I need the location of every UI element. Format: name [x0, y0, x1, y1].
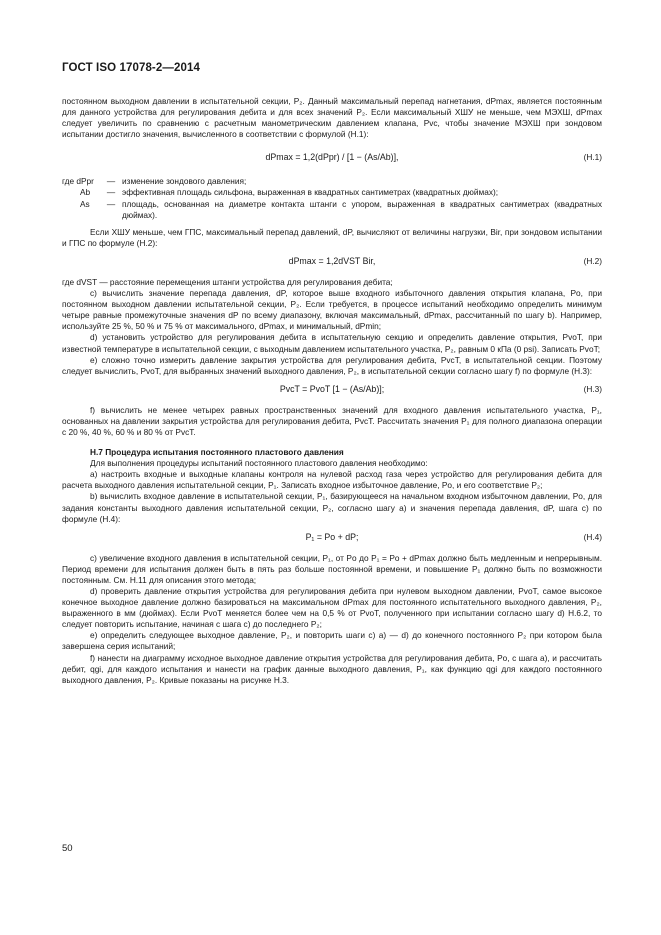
formula-h2: [62, 253, 602, 271]
where-description: эффективная площадь сильфона, выраженная в квадратных сантиметрах (квадратных дюймах);: [122, 187, 499, 198]
paragraph: b) вычислить входное давление в испытательной секции, P₁, базирующееся на начальном входном избыточном давлении, Po, для задания константы выходного давления испытательной секции, P₂, согласно шагу a) и значения перепада давления, dP, шага c) по формуле (Н.4):: [62, 491, 602, 524]
formula-number: (Н.4): [583, 531, 602, 542]
paragraph: a) настроить входные и выходные клапаны контроля на нулевой расход газа через устройство для регулирования дебита для расчета выходного давления испытательной секции, P₁. Записать входное избыточное давление, Po, и его соответствие P₂;: [62, 469, 602, 491]
document-header: ГОСТ ISO 17078-2—2014: [62, 62, 200, 74]
where-item: Ab — эффективная площадь сильфона, выраженная в квадратных сантиметрах (квадратных дюймах);: [62, 187, 602, 198]
page-body: [62, 96, 602, 686]
formula-number: (Н.2): [583, 255, 602, 266]
formula-number: (Н.3): [583, 383, 602, 394]
paragraph: Если ХШУ меньше, чем ГПС, максимальный перепад давлений, dP, вычисляют от величины нагрузки, Bir, при зондовом испытании и ГПС по формуле (Н.2):: [62, 226, 602, 248]
where-description: изменение зондового давления;: [122, 176, 247, 187]
paragraph: e) сложно точно измерить давление закрытия устройства для регулирования дебита, PvcT, в испытательной секции. Поэтому следует вычислить, PvoT, для выбранных значений выходного давления, P₂, в испытательной секции согласно шагу f) по формуле (Н.3):: [62, 354, 602, 376]
paragraph: f) нанести на диаграмму исходное выходное давление открытия устройства для регулирования дебита, Po, с шага a), и рассчитать дебит, qgi, для каждого испытания и нанести на график данные выходного давления, P₁, как функцию qgi для каждого постоянного выходного давления, P₂. Кривые показаны на рисунке Н.3.: [62, 652, 602, 685]
paragraph: где dVST — расстояние перемещения штанги устройства для регулирования дебита;: [62, 276, 393, 287]
paragraph: постоянном выходном давлении в испытательной секции, P₂. Данный максимальный перепад нагнетания, dPmax, является постоянным для данного устройства для регулирования дебита и для всех значений P₂. Если максимальный ХШУ не меньше, чем МЭХШ, dPmax следует увеличить по сравнению с расчетным манометрическим давлением клапана, Pvc, чтобы значение МЭХШ при зондовом испытании достигло значения, вычисленного в соответствии с формулой (Н.1):: [62, 96, 602, 140]
page-number: 50: [62, 843, 73, 854]
formula-expression: PvcT = PvoT [1 − (As/Ab)];: [279, 383, 385, 394]
paragraph: Для выполнения процедуры испытаний постоянного пластового давления необходимо:: [90, 458, 428, 469]
paragraph: f) вычислить не менее четырех равных пространственных значений для входного давления испытательного участка, P₁, основанных на давлении закрытия устройства для регулирования дебита, PvcT. Рассчитать значения P₁ для полного диапазона операции с 20 %, 40 %, 60 % и 80 % от PvcT.: [62, 404, 602, 437]
formula-expression: P₁ = Po + dP;: [305, 531, 359, 542]
where-symbol: As: [80, 198, 90, 209]
formula-h4: [62, 529, 602, 547]
paragraph: c) вычислить значение перепада давления, dP, которое выше входного избыточного давления открытия клапана, Po, при постоянном выходном давлении испытательной секции, P₂. Если требуется, в процессе испытаний необходимо определить минимум четыре равные промежуточные значения dP по всему диапазону, включая максимальный, dPmax, рассчитанный по шагу b). Например, используйте 25 %, 50 % и 75 % от максимального, dPmax, и минимальный, dPmin;: [62, 288, 602, 332]
where-item: где dPpr — изменение зондового давления;: [62, 176, 602, 187]
formula-number: (Н.1): [583, 152, 602, 163]
where-symbol: Ab: [80, 187, 91, 198]
where-item: As — площадь, основанная на диаметре контакта штанги с упором, выраженная в квадратных сантиметрах (квадратных дюймах).: [62, 199, 602, 221]
paragraph: d) установить устройство для регулирования дебита в испытательную секцию и определить давление открытия, PvoT, при известной температуре в испытательной секции, с выходным давлением испытательного участка, P₂, равным 0 кПа (0 psi). Записать PvoT;: [62, 332, 602, 354]
paragraph: d) проверить давление открытия устройства для регулирования дебита при нулевом выходном давлении, PvoT, самое высокое конечное выходное давление должно базироваться на максимальном dPmax для постоянного испытательного выходного давления, P₂, выраженного в мм (дюймах). Если PvoT меняется более чем на 0,5 % от PvoT, полученного при испытании согласно шагу d) Н.6.2, то следует повторить испытание, начиная с шага c) до последнего P₂;: [62, 586, 602, 630]
section-title: Н.7 Процедура испытания постоянного пластового давления: [90, 447, 344, 458]
formula-expression: dPmax = 1,2dVST Bir,: [288, 255, 376, 266]
formula-h3: [62, 381, 602, 399]
where-description: площадь, основанная на диаметре контакта штанги с упором, выраженная в квадратных сантиметрах (квадратных дюймах).: [122, 198, 602, 220]
formula-expression: dPmax = 1,2(dPpr) / [1 − (As/Ab)],: [265, 152, 399, 163]
formula-h1: [62, 144, 602, 170]
paragraph: c) увеличение входного давления в испытательной секции, P₁, от Po до P₁ = Po + dPmax должно быть медленным и непрерывным. Период времени для испытания должен быть в пять раз больше постоянной времени, и повышение P₁ должно быть по возможности постоянным. См. Н.11 для описания этого метода;: [62, 552, 602, 585]
paragraph: e) определить следующее выходное давление, P₂, и повторить шаги c) a) — d) до конечного постоянного P₂ при котором была завершена серия испытаний;: [62, 630, 602, 652]
where-symbol: где dPpr: [62, 176, 94, 187]
